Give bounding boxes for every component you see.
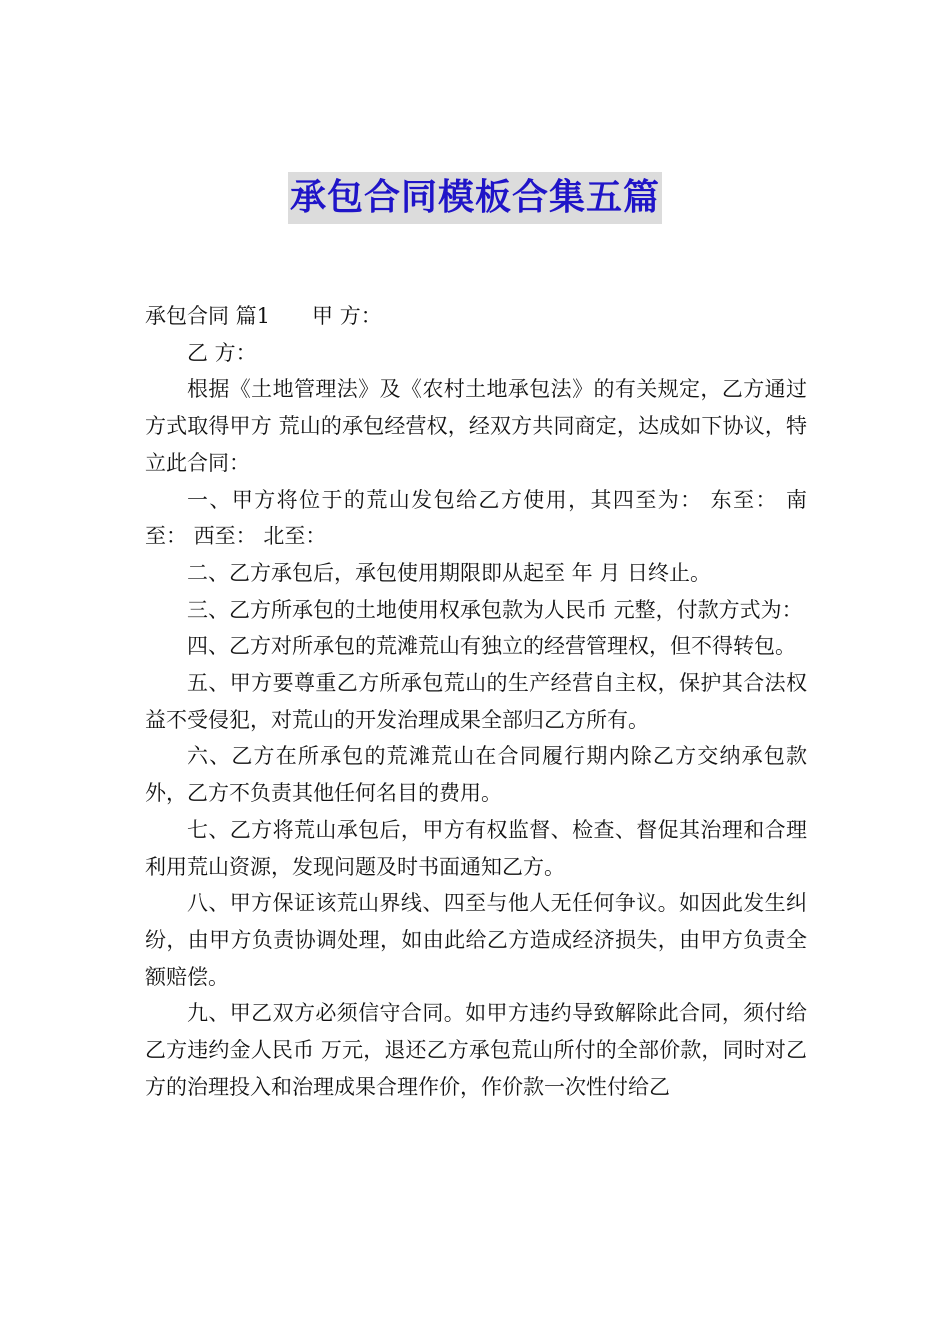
paragraph-party-b: 乙 方：	[187, 340, 257, 365]
paragraph-clause-8: 八、甲方保证该荒山界线、四至与他人无任何争议。如因此发生纠纷，由甲方负责协调处理，如由此给乙方造成经济损失，由甲方负责全额赔偿。	[145, 891, 807, 989]
paragraph-clause-1: 一、甲方将位于的荒山发包给乙方使用，其四至为： 东至： 南至： 西至： 北至：	[145, 487, 807, 549]
paragraph-clause-2: 二、乙方承包后，承包使用期限即从起至 年 月 日终止。	[187, 560, 712, 585]
section-label: 承包合同 篇1	[145, 304, 271, 328]
paragraph-clause-7: 七、乙方将荒山承包后，甲方有权监督、检查、督促其治理和合理利用荒山资源，发现问题及时书面通知乙方。	[145, 817, 807, 879]
party-a-label: 甲 方：	[312, 304, 382, 328]
paragraph-clause-6: 六、乙方在所承包的荒滩荒山在合同履行期内除乙方交纳承包款外，乙方不负责其他任何名目的费用。	[145, 744, 807, 806]
paragraph-clause-9: 九、甲乙双方必须信守合同。如甲方违约导致解除此合同，须付给乙方违约金人民币 万元，退还乙方承包荒山所付的全部价款，同时对乙方的治理投入和治理成果合理作价，作价款一次性付给乙	[145, 1001, 807, 1099]
paragraph-clause-4: 四、乙方对所承包的荒滩荒山有独立的经营管理权，但不得转包。	[187, 634, 796, 659]
title-container	[0, 172, 950, 224]
document-title: 承包合同模板合集五篇	[288, 172, 662, 224]
paragraph-clause-5: 五、甲方要尊重乙方所承包荒山的生产经营自主权，保护其合法权益不受侵犯，对荒山的开发治理成果全部归乙方所有。	[145, 671, 807, 732]
document-body	[145, 298, 807, 1105]
section-heading-line	[145, 298, 807, 335]
paragraph-clause-3: 三、乙方所承包的土地使用权承包款为人民币 元整，付款方式为：	[187, 597, 803, 622]
paragraph-preamble: 根据《土地管理法》及《农村土地承包法》的有关规定，乙方通过 方式取得甲方 荒山的承包经营权，经双方共同商定，达成如下协议，特立此合同：	[145, 377, 807, 475]
